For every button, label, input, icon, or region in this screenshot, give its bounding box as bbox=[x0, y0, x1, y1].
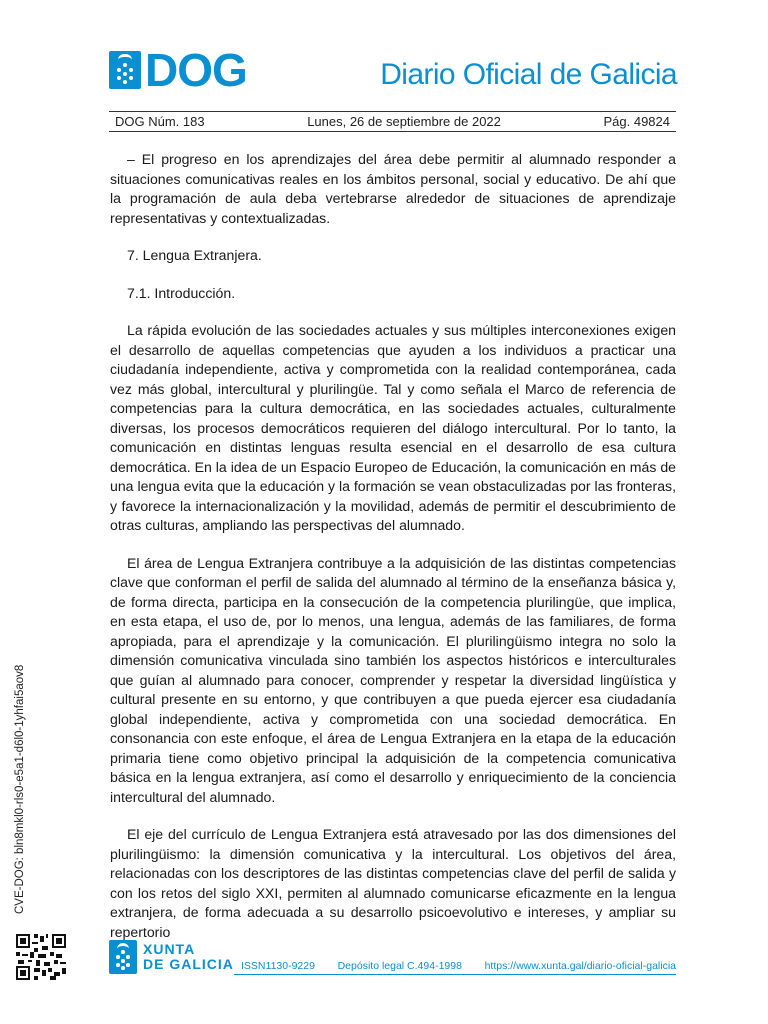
xunta-emblem-icon bbox=[109, 940, 137, 974]
legal-deposit-text: Depósito legal C.494-1998 bbox=[337, 960, 462, 972]
issue-number: DOG Núm. 183 bbox=[115, 114, 205, 129]
xunta-line2: DE GALICIA bbox=[143, 956, 234, 972]
publication-title: Diario Oficial de Galicia bbox=[380, 58, 677, 91]
xunta-wordmark bbox=[143, 942, 234, 972]
document-body bbox=[110, 150, 676, 960]
footer-info bbox=[241, 960, 676, 972]
paragraph: El área de Lengua Extranjera contribuye a la adquisición de las distintas competencias clave que conforman el perfil de salida del alumnado al término de la enseñanza básica y, de forma directa, participa en la consecución de la competencia plurilingüe, que implica, en esta etapa, el uso de, por lo menos, una lengua, además de las familiares, de forma apropiada, para el aprendizaje y la comunicación. El plurilingüismo integra no solo la dimensión comunicativa vinculada sino también los aspectos históricos e interculturales que guían al alumnado para conocer, comprender y respetar la diversidad lingüística y cultural presente en su entorno, y que contribuyen a que pueda ejercer esa ciudadanía global independiente, activa y comprometida con una sociedad democrática. En consonancia con este enfoque, el área de Lengua Extranjera en la etapa de la educación primaria tiene como objetivo principal la adquisición de la competencia comunicativa básica en la lengua extranjera, así como el desarrollo y enriquecimiento de la conciencia intercultural del alumnado. bbox=[110, 554, 676, 805]
page-number: Pág. 49824 bbox=[603, 114, 670, 129]
xunta-line1: XUNTA bbox=[143, 941, 196, 957]
issn-text: ISSN1130-9229 bbox=[241, 960, 315, 972]
galicia-emblem-icon bbox=[109, 51, 141, 89]
paragraph: El eje del currículo de Lengua Extranjera está atravesado por las dos dimensiones del plurilingüismo: la dimensión comunicativa y la intercultural. Los objetivos del área, relacionadas con los descriptores de las distintas competencias clave del perfil de salida y con los retos del siglo XXI, permiten al alumnado comunicarse eficazmente en la lengua extranjera, de forma adecuada a su desarrollo psicoevolutivo e intereses, y ampliar su repertorio bbox=[110, 826, 676, 940]
dog-logo bbox=[109, 44, 247, 96]
cve-code: CVE-DOG: bln8mkl0-rls0-e5a1-d6l0-1yhfai5aov8 bbox=[14, 664, 26, 914]
footer-divider bbox=[234, 974, 676, 975]
issue-header bbox=[109, 111, 676, 132]
website-link[interactable]: https://www.xunta.gal/diario-oficial-galicia bbox=[484, 960, 676, 972]
dog-logo-text: DOG bbox=[145, 44, 247, 96]
qr-code-icon bbox=[16, 934, 66, 980]
subsection-heading: 7.1. Introducción. bbox=[127, 284, 236, 301]
issue-date: Lunes, 26 de septiembre de 2022 bbox=[307, 114, 501, 129]
section-heading: 7. Lengua Extranjera. bbox=[127, 247, 262, 263]
paragraph: La rápida evolución de las sociedades actuales y sus múltiples interconexiones exigen el desarrollo de aquellas competencias que ayuden a los individuos a practicar una ciudadanía independiente, activa y comprometida con la realidad contemporánea, cada vez más global, intercultural y plurilingüe. Tal y como señala el Marco de referencia de competencias para la cultura democrática, en las sociedades actuales, culturalmente diversas, los procesos democráticos requieren del diálogo intercultural. Por lo tanto, la comunicación en distintas lenguas resulta esencial en el desarrollo de esa cultura democrática. En la idea de un Espacio Europeo de Educación, la comunicación en más de una lengua evita que la educación y la formación se vean obstaculizadas por las fronteras, y favorece la internacionalización y la movilidad, además de permitir el descubrimiento de otras culturas, ampliando las perspectivas del alumnado. bbox=[110, 322, 676, 533]
xunta-logo bbox=[109, 940, 234, 974]
paragraph: – El progreso en los aprendizajes del área debe permitir al alumnado responder a situaciones comunicativas reales en los ámbitos personal, social y educativo. De ahí que la programación de aula deba vertebrarse alrededor de situaciones de aprendizaje representativas y contextualizadas. bbox=[110, 151, 676, 226]
